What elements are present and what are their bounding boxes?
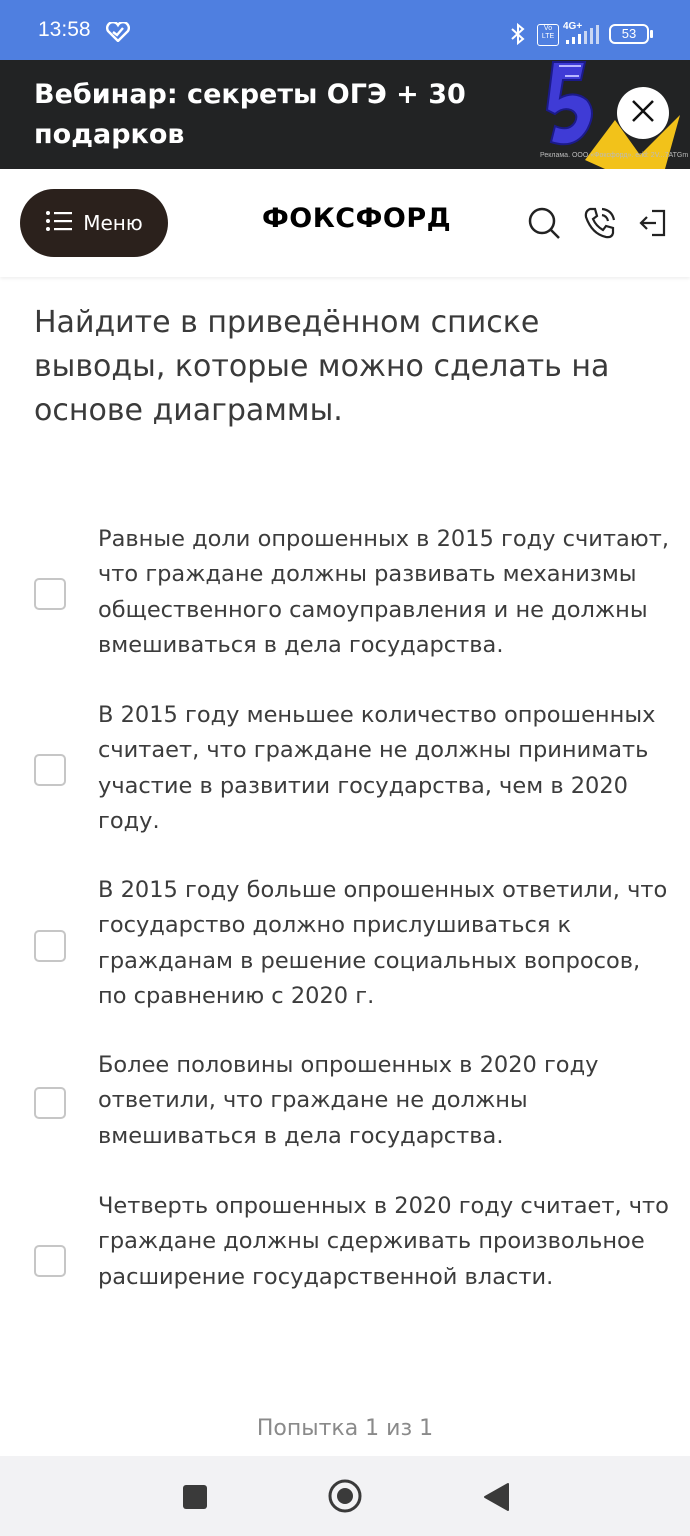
recents-square-icon[interactable] — [182, 1484, 208, 1514]
option-checkbox[interactable] — [34, 578, 66, 610]
option-text: Четверть опрошенных в 2020 году считает, что граждане должны сдерживать произвольное расширение государственной власти. — [98, 1193, 669, 1290]
option-checkbox[interactable] — [34, 754, 66, 786]
back-triangle-icon[interactable] — [482, 1482, 510, 1516]
option-item[interactable] — [34, 522, 670, 664]
attempt-counter: Попытка 1 из 1 — [256, 1416, 434, 1441]
option-item[interactable] — [34, 1048, 670, 1156]
option-text: В 2015 году меньшее количество опрошенных считает, что граждане не должны принимать участие в развитии государства, чем в 2020 году. — [98, 702, 656, 834]
option-checkbox[interactable] — [34, 1087, 66, 1119]
battery-icon — [609, 24, 649, 44]
menu-list-icon — [45, 209, 73, 237]
phone-icon[interactable] — [582, 205, 618, 241]
home-circle-icon[interactable] — [327, 1478, 363, 1518]
close-icon — [631, 99, 655, 127]
option-checkbox[interactable] — [34, 1245, 66, 1277]
status-time: 13:58 — [38, 18, 91, 41]
ad-disclaimer: Реклама. ООО «Фоксфорд». erid: 2V...7ATGm — [540, 152, 689, 159]
question-text: Найдите в приведённом списке выводы, которые можно сделать на основе диаграммы. — [34, 305, 610, 428]
system-nav-bar — [0, 1456, 690, 1536]
battery-tip — [650, 30, 653, 38]
option-text: Равные доли опрошенных в 2015 году считают, что граждане должны развивать механизмы общественного самоуправления и не должны вмешиваться в дела государства. — [98, 526, 669, 658]
option-item[interactable] — [34, 698, 670, 840]
ad-banner[interactable] — [0, 60, 690, 169]
heart-check-icon — [106, 22, 130, 46]
ad-close-button[interactable] — [617, 87, 669, 139]
login-icon[interactable] — [636, 205, 672, 241]
signal-icon — [564, 24, 604, 50]
option-text: Более половины опрошенных в 2020 году ответили, что граждане не должны вмешиваться в дела государства. — [98, 1052, 599, 1149]
menu-label: Меню — [83, 211, 143, 235]
status-bar — [0, 0, 690, 60]
site-header — [0, 169, 690, 277]
network-type-label: 4G+ — [563, 21, 583, 32]
option-item[interactable] — [34, 1189, 670, 1331]
brand-logo[interactable]: ФОКСФОРД — [262, 203, 452, 234]
battery-level: 53 — [621, 26, 637, 41]
search-icon[interactable] — [526, 205, 562, 241]
ad-title[interactable]: Вебинар: секреты ОГЭ + 30 подарков — [34, 79, 466, 150]
bluetooth-icon — [508, 22, 528, 50]
option-checkbox[interactable] — [34, 930, 66, 962]
menu-button[interactable] — [20, 189, 168, 257]
option-item[interactable] — [34, 873, 670, 1015]
volte-icon: Vo LTE — [537, 24, 559, 46]
option-text: В 2015 году больше опрошенных ответили, что государство должно прислушиваться к гражданам в решение социальных вопросов, по сравнению с 2020 г. — [98, 877, 668, 1009]
